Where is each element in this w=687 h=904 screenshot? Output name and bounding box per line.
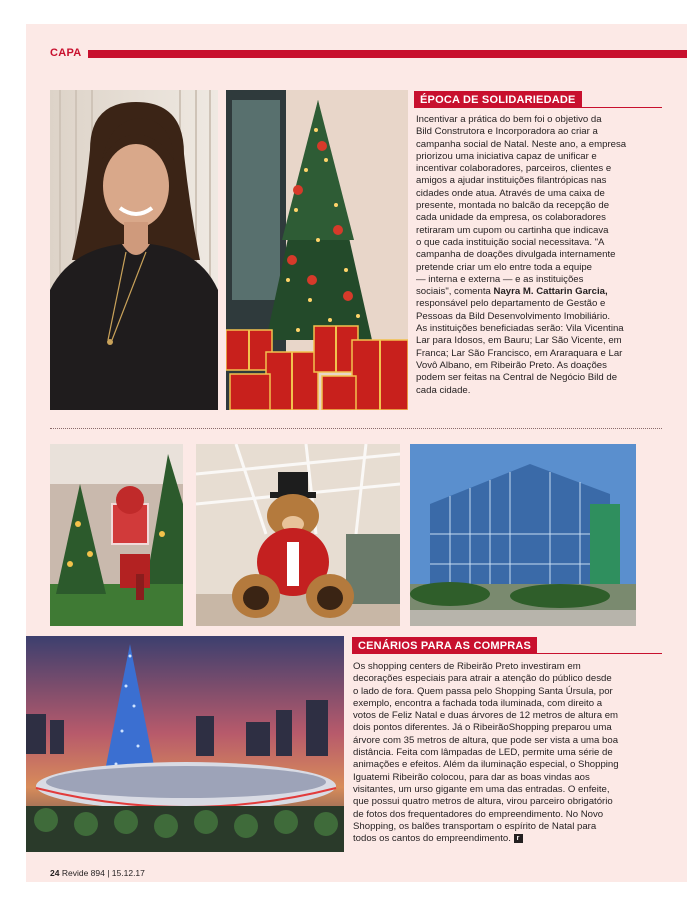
text-line: decorações especiais para atrair a atenção do público desde [353, 673, 612, 685]
text-line: Shopping, os balões transportam o espírito de Natal para [353, 820, 597, 832]
magazine-issue: Revide 894 [61, 868, 105, 878]
text-line [353, 833, 665, 845]
article-heading-solidariedade: ÉPOCA DE SOLIDARIEDADE [414, 91, 582, 108]
section-label: CAPA [50, 47, 82, 59]
text-line: distância. Feita com lâmpadas de LED, permite uma série de [353, 747, 613, 759]
text-line: votos de Feliz Natal e duas árvores de 12 metros de altura em [353, 710, 619, 722]
text-line: cada cidade. [416, 384, 471, 396]
text-line: Pessoas da Bild Desenvolvimento Imobiliário. [416, 310, 611, 322]
text-line: presente, montada no balcão da recepção de [416, 200, 610, 212]
text-line: Incentivar a prática do bem foi o objetivo da [416, 114, 602, 125]
text-line: Os shopping centers de Ribeirão Preto investiram em [353, 661, 581, 672]
text-line: Iguatemi Ribeirão colocou, para dar as boas vindas aos [353, 771, 590, 783]
text-line: o que cada instituição social necessitava. "A [416, 236, 605, 248]
text-line: incentivar colaboradores, parceiros, clientes e [416, 163, 612, 175]
page-footer [50, 868, 145, 878]
heading-underline [352, 653, 662, 654]
section-rule [88, 50, 687, 58]
article-body-solidariedade [416, 114, 664, 397]
illuminated-tree-night-photo [26, 636, 344, 852]
mall-decoration-photo [50, 444, 183, 626]
giant-bear-photo [196, 444, 400, 626]
text-line: Bild Construtora e Incorporadora ao criar a [416, 126, 598, 138]
end-mark-icon: r [514, 834, 523, 843]
text-line: árvore com 35 metros de altura, que pode ser vista a uma boa [353, 734, 619, 746]
portrait-photo [50, 90, 218, 410]
text-line: que possui quatro metros de altura, virou parceiro obrigatório [353, 796, 613, 808]
text-line [416, 286, 664, 298]
page-number: 24 [50, 868, 60, 878]
text-line: campanha social de Natal. Neste ano, a empresa [416, 138, 627, 150]
text-line: Franca; Lar São Francisco, em Araraquara e Lar [416, 347, 623, 359]
text-line: cidades onde atua. Através de uma caixa de [416, 187, 605, 199]
text-line: visitantes, um urso gigante em uma das entradas. O enfeite, [353, 783, 610, 795]
article-body-cenarios [353, 661, 665, 845]
text-line: retiraram um cupom ou cartinha que indicava [416, 224, 609, 236]
issue-date: 15.12.17 [111, 868, 145, 878]
dotted-divider [50, 428, 662, 429]
text-line: de fotos dos frequentadores do empreendimento. No Novo [353, 808, 604, 820]
text-line: o lado de fora. Quem passa pelo Shopping Santa Úrsula, por [353, 685, 613, 697]
text-line: Vovô Albano, em Ribeirão Preto. As doações [416, 359, 607, 371]
article-heading-cenarios: CENÁRIOS PARA AS COMPRAS [352, 637, 537, 654]
text-line: podem ser feitas na Central de Negócio Bild de [416, 372, 618, 384]
christmas-tree-photo [226, 90, 408, 410]
text-line: Lar para Idosos, em Bauru; Lar São Vicente, em [416, 335, 622, 347]
footer-separator: | [104, 868, 112, 878]
text-fragment: todos os cantos do empreendimento. [353, 833, 511, 845]
text-line: — interna e externa — e as instituições [416, 273, 584, 285]
text-line: animações e efeitos. Além da iluminação especial, o Shopping [353, 759, 619, 771]
text-line: dois pontos diferentes. Já o RibeirãoShopping preparou uma [353, 722, 612, 734]
text-line: As instituições beneficiadas serão: Vila Vicentina [416, 323, 624, 335]
text-line: pretende criar um elo entre toda a equipe [416, 261, 592, 273]
person-name: Nayra M. Cattarin Garcia, [493, 286, 608, 298]
text-line: amigos a ajudar instituições filantrópicas nas [416, 175, 607, 187]
text-line: campanha de doações divulgada internamente [416, 249, 616, 261]
magazine-page [26, 24, 687, 882]
text-line: cada unidade da empresa, os colaboradores [416, 212, 606, 224]
text-fragment: sociais", comenta [416, 286, 494, 298]
text-line: exemplo, encontra a fachada toda iluminada, com direito a [353, 697, 603, 709]
shopping-facade-photo [410, 444, 636, 626]
text-line: responsável pelo departamento de Gestão e [416, 298, 606, 310]
text-line: priorizou uma iniciativa capaz de unificar e [416, 150, 597, 162]
heading-underline [414, 107, 662, 108]
